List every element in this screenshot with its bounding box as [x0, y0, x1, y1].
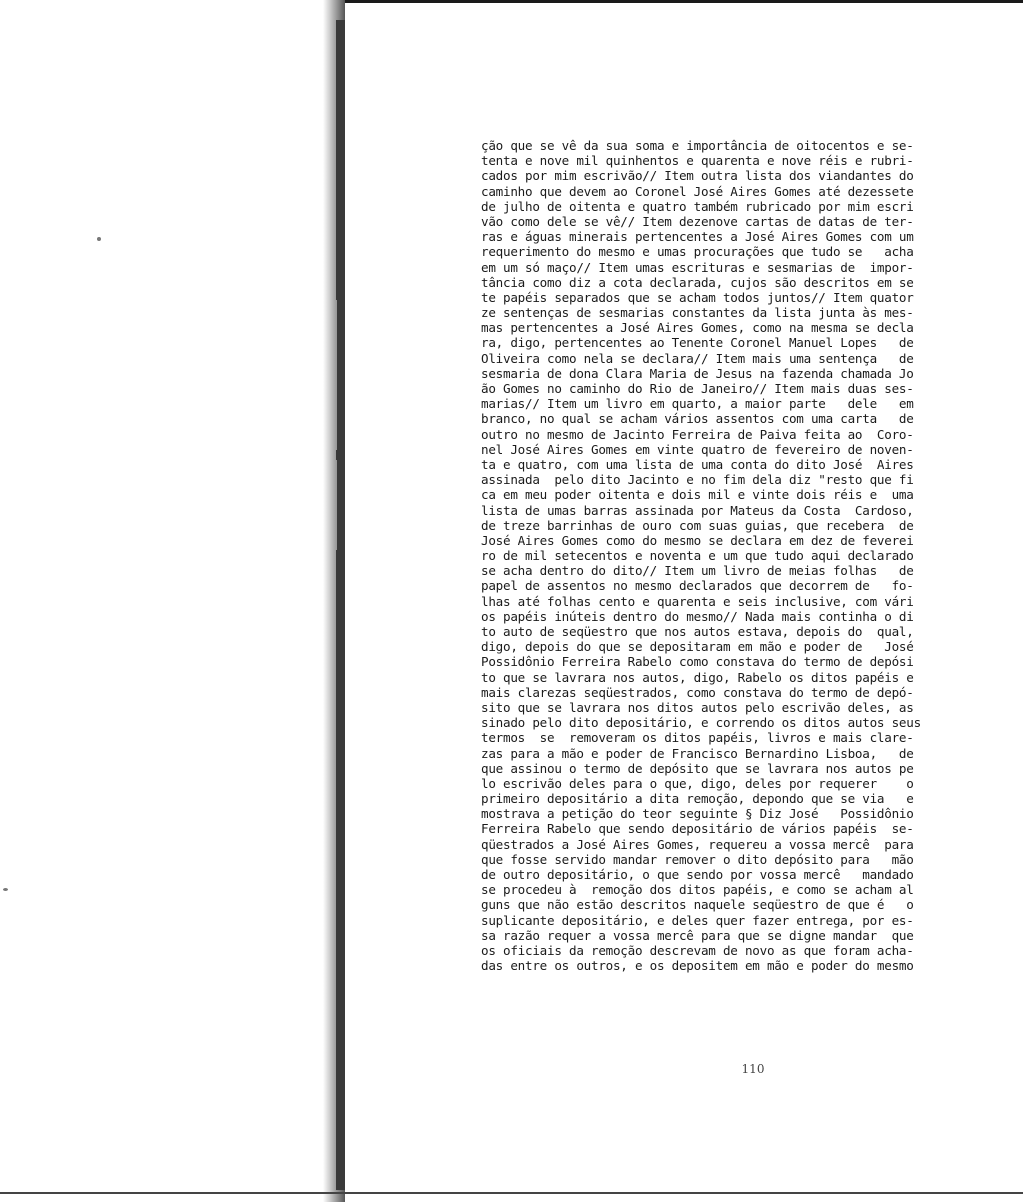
text-line: mostrava a petição do teor seguinte § Diz José Possidônio: [481, 806, 914, 822]
book-spine-edge: [336, 20, 345, 1190]
text-line: branco, no qual se acham vários assentos com uma carta de: [481, 411, 914, 427]
text-line: de outro depositário, o que sendo por vossa mercê mandado: [481, 867, 914, 882]
text-line: ro de mil setecentos e noventa e um que tudo aqui declarado: [481, 548, 914, 564]
text-line: de treze barrinhas de ouro com suas guias, que recebera de: [481, 517, 914, 533]
text-line: nel José Aires Gomes em vinte quatro de fevereiro de noven-: [481, 441, 914, 457]
text-line: digo, depois do que se depositaram em mão e poder de José: [481, 639, 914, 655]
text-line: se procedeu à remoção dos ditos papéis, e como se acham al: [481, 882, 914, 898]
text-line: sito que se lavrara nos ditos autos pelo escrivão deles, as: [481, 699, 914, 715]
scan-speck: [97, 237, 101, 241]
text-line: te papéis separados que se acham todos juntos// Item quator: [481, 289, 914, 305]
text-line: qüestrados a José Aires Gomes, requereu a vossa mercê para: [481, 836, 914, 852]
text-line: to auto de seqüestro que nos autos estava, depois do qual,: [481, 624, 914, 639]
text-line: tenta e nove mil quinhentos e quarenta e nove réis e rubri-: [481, 153, 914, 169]
text-line: sesmaria de dona Clara Maria de Jesus na fazenda chamada Jo: [481, 365, 914, 381]
text-line: de julho de oitenta e quatro também rubricado por mim escri: [481, 198, 914, 214]
text-line: mas pertencentes a José Aires Gomes, como na mesma se decla: [481, 320, 914, 336]
text-line: os oficiais da remoção descrevam de novo as que foram acha-: [481, 942, 914, 958]
text-line: requerimento do mesmo e umas procurações que tudo se acha: [481, 244, 914, 260]
text-line: outro no mesmo de Jacinto Ferreira de Paiva feita ao Coro-: [481, 426, 914, 442]
page-top-edge: [345, 0, 1023, 3]
text-line: cados por mim escrivão// Item outra lista dos viandantes do: [481, 168, 914, 184]
text-line: Oliveira como nela se declara// Item mais uma sentença de: [481, 350, 914, 366]
text-line: ze sentenças de sesmarias constantes da lista junta às mes-: [481, 305, 914, 321]
text-line: lhas até folhas cento e quarenta e seis inclusive, com vári: [481, 593, 914, 609]
text-line: tância como diz a cota declarada, cujos são descritos em se: [481, 274, 914, 290]
text-line: em um só maço// Item umas escrituras e sesmarias de impor-: [481, 259, 914, 275]
text-line: ras e águas minerais pertencentes a José Aires Gomes com um: [481, 229, 914, 245]
scan-speck: [3, 888, 8, 891]
page-number: 110: [741, 1062, 765, 1076]
text-line: os papéis inúteis dentro do mesmo// Nada mais continha o di: [481, 608, 914, 624]
gutter-mark: [336, 460, 337, 550]
text-line: termos se removeram os ditos papéis, livros e mais clare-: [481, 730, 914, 746]
text-line: lista de umas barras assinada por Mateus da Costa Cardoso,: [481, 502, 914, 518]
text-line: José Aires Gomes como do mesmo se declara em dez de feverei: [481, 532, 914, 548]
text-line: caminho que devem ao Coronel José Aires Gomes até dezessete: [481, 183, 914, 199]
text-line: to que se lavrara nos autos, digo, Rabelo os ditos papéis e: [481, 669, 914, 685]
text-line: marias// Item um livro em quarto, a maior parte dele em: [481, 396, 914, 412]
text-line: ra, digo, pertencentes ao Tenente Coronel Manuel Lopes de: [481, 335, 914, 351]
text-line: Ferreira Rabelo que sendo depositário de vários papéis se-: [481, 821, 914, 837]
text-line: sa razão requer a vossa mercê para que se digne mandar que: [481, 927, 914, 943]
text-line: ão Gomes no caminho do Rio de Janeiro// Item mais duas ses-: [481, 381, 914, 396]
text-line: Possidônio Ferreira Rabelo como constava do termo de depósi: [481, 654, 914, 670]
text-line: que fosse servido mandar remover o dito depósito para mão: [481, 851, 914, 867]
text-line: ta e quatro, com uma lista de uma conta do dito José Aires: [481, 456, 914, 472]
text-line: primeiro depositário a dita remoção, depondo que se via e: [481, 791, 914, 807]
text-line: se acha dentro do dito// Item um livro de meias folhas de: [481, 563, 914, 579]
text-line: que assinou o termo de depósito que se lavrara nos autos pe: [481, 760, 914, 776]
text-line: vão como dele se vê// Item dezenove cartas de datas de ter-: [481, 213, 914, 229]
text-line: lo escrivão deles para o que, digo, deles por requerer o: [481, 775, 914, 791]
document-body-text: [481, 138, 1001, 973]
text-line: papel de assentos no mesmo declarados que decorrem de fo-: [481, 578, 914, 594]
text-line: assinada pelo dito Jacinto e no fim dela diz "resto que fi: [481, 472, 914, 488]
text-line: guns que não estão descritos naquele seqüestro de que é o: [481, 897, 914, 913]
gutter-mark: [336, 300, 337, 450]
text-line: sinado pelo dito depositário, e correndo os ditos autos seus: [481, 715, 921, 731]
text-line: zas para a mão e poder de Francisco Bernardino Lisboa, de: [481, 745, 914, 761]
text-line: ca em meu poder oitenta e dois mil e vinte dois réis e uma: [481, 487, 914, 503]
text-line: mais clarezas seqüestrados, como constava do termo de depó-: [481, 684, 914, 700]
text-line: das entre os outros, e os depositem em mão e poder do mesmo: [481, 958, 914, 974]
text-line: suplicante depositário, e deles quer fazer entrega, por es-: [481, 912, 914, 928]
page-bottom-edge: [0, 1192, 1023, 1194]
text-line: ção que se vê da sua soma e importância de oitocentos e se-: [481, 138, 914, 153]
